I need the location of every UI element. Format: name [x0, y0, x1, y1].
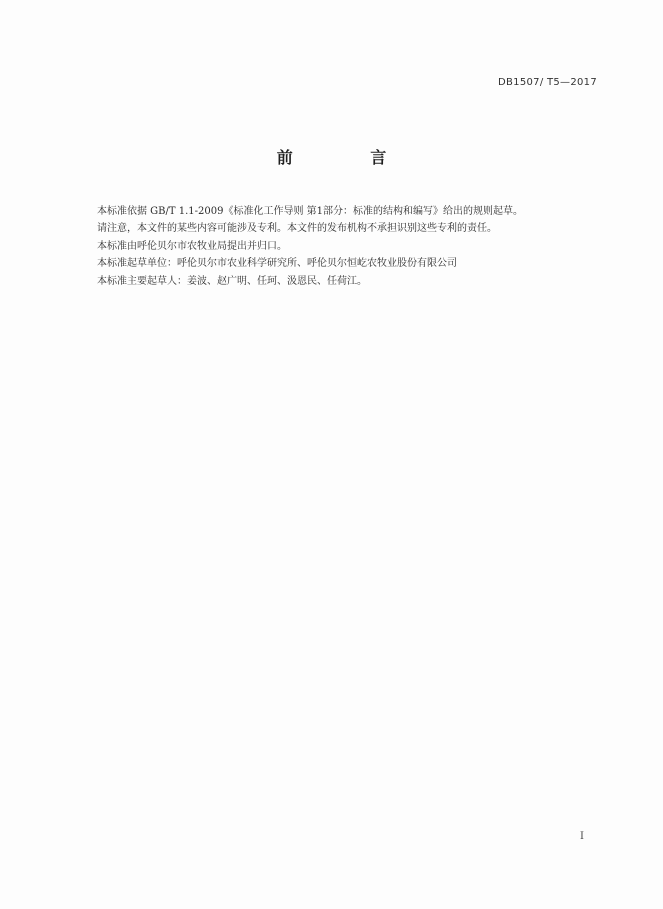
paragraph-drafters: 本标准主要起草人：姜波、赵广明、任珂、汲恩民、任荷江。 — [97, 275, 367, 287]
paragraph-patent-notice: 请注意，本文件的某些内容可能涉及专利。本文件的发布机构不承担识别这些专利的责任。 — [97, 223, 497, 235]
section-title: 前 言 — [276, 148, 423, 167]
foreword-body — [97, 203, 607, 290]
paragraph-drafting-units: 本标准起草单位：呼伦贝尔市农业科学研究所、呼伦贝尔恒屹农牧业股份有限公司 — [97, 258, 457, 270]
paragraph-proposer: 本标准由呼伦贝尔市农牧业局提出并归口。 — [97, 240, 287, 252]
document-code: DB1507/ T5—2017 — [498, 77, 597, 88]
paragraph-drafting-basis: 本标准依据 GB/T 1.1-2009《标准化工作导则 第1部分：标准的结构和编写》给出的规则起草。 — [97, 206, 524, 217]
page-number: I — [580, 831, 584, 842]
